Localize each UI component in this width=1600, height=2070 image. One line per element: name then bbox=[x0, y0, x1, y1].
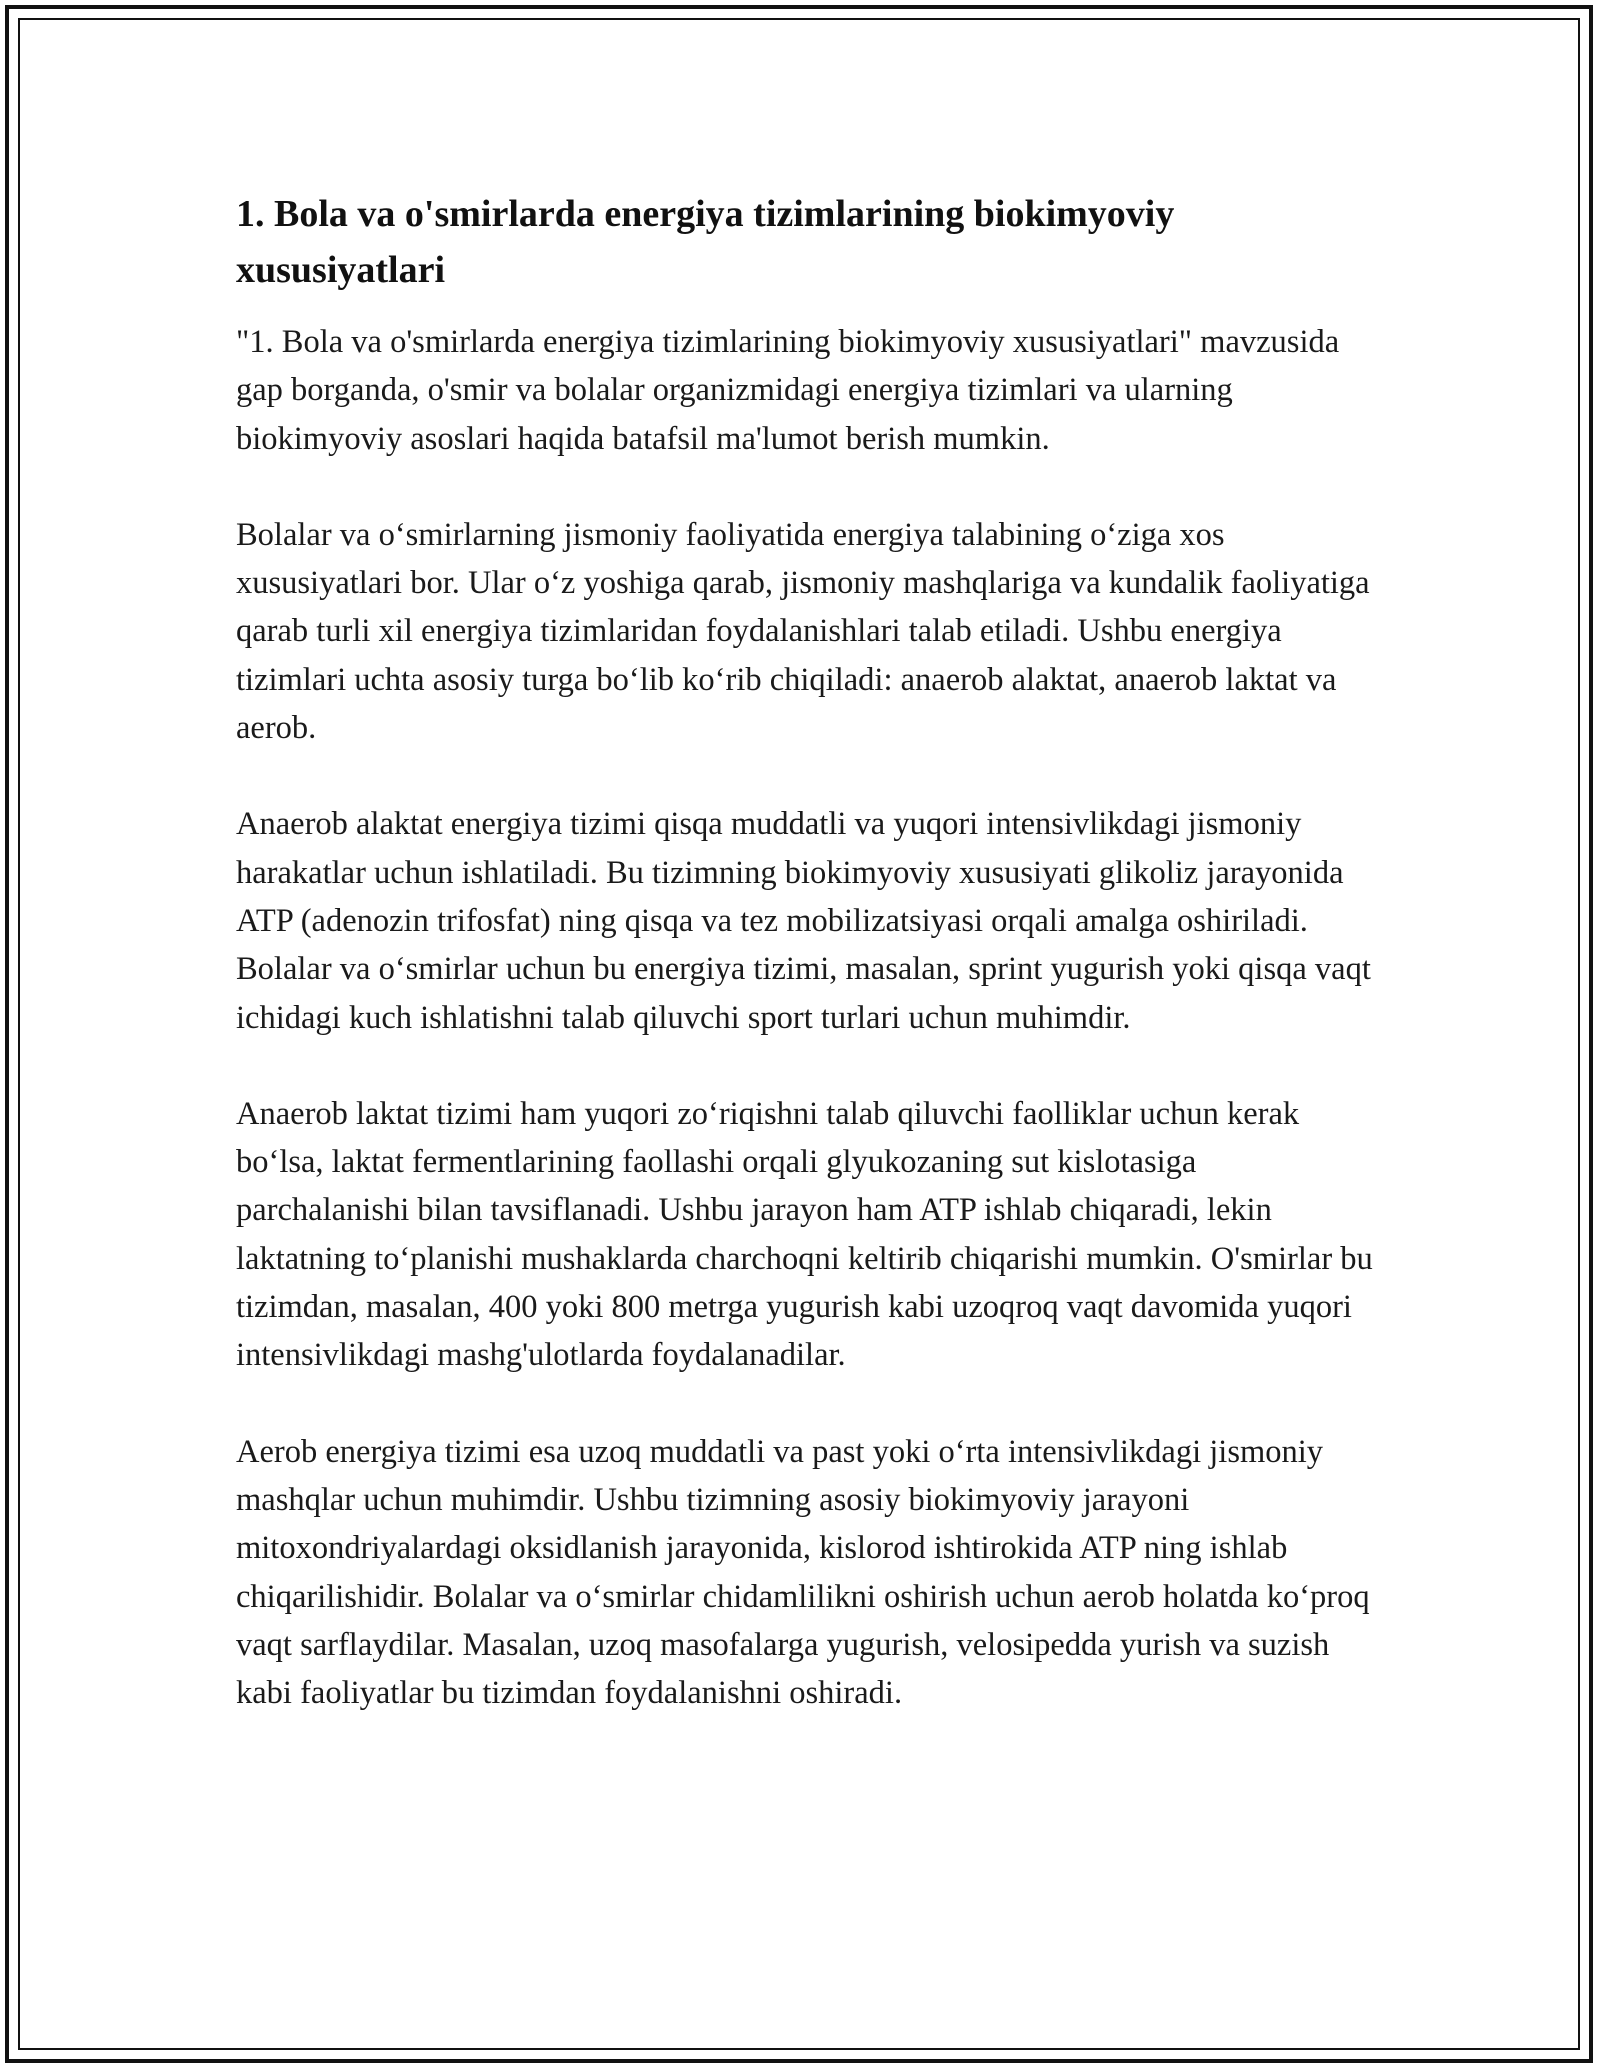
paragraph-energy-demand: Bolalar va o‘smirlarning jismoniy faoliyatida energiya talabining o‘ziga xos xususiyatlari bor. Ular o‘z yoshiga qarab, jismoniy mashqlariga va kundalik faoliyatiga qarab turli xil energiya tizimlaridan foydalanishlari talab etiladi. Ushbu energiya tizimlari uchta asosiy turga bo‘lib ko‘rib chiqiladi: anaerob alaktat, anaerob laktat va aerob. bbox=[236, 516, 1370, 747]
document-body bbox=[236, 186, 1376, 1765]
paragraph-anaerobic-lactic: Anaerob laktat tizimi ham yuqori zo‘riqishni talab qiluvchi faolliklar uchun kerak bo‘lsa, laktat fermentlarining faollashi orqali glyukozaning sut kislotasiga parchalanishi bilan tavsiflanadi. Ushbu jarayon ham ATP ishlab chiqaradi, lekin laktatning to‘planishi mushaklarda charchoqni keltirib chiqarishi mumkin. O'smirlar bu tizimdan, masalan, 400 yoki 800 metrga yugurish kabi uzoqroq vaqt davomida yuqori intensivlikdagi mashg'ulotlarda foydalanadilar. bbox=[236, 1095, 1373, 1374]
paragraph-aerobic: Aerob energiya tizimi esa uzoq muddatli va past yoki o‘rta intensivlikdagi jismoniy mashqlar uchun muhimdir. Ushbu tizimning asosiy biokimyoviy jarayoni mitoxondriyalardagi oksidlanish jarayonida, kislorod ishtirokida ATP ning ishlab chiqarilishidir. Bolalar va o‘smirlar chidamlilikni oshirish uchun aerob holatda ko‘proq vaqt sarflaydilar. Masalan, uzoq masofalarga yugurish, velosipedda yurish va suzish kabi faoliyatlar bu tizimdan foydalanishni oshiradi. bbox=[236, 1433, 1370, 1712]
document-title: 1. Bola va o'smirlarda energiya tizimlarining biokimyoviy xususiyatlari bbox=[236, 193, 1175, 291]
paragraph-intro: "1. Bola va o'smirlarda energiya tizimlarining biokimyoviy xususiyatlari" mavzusida gap borganda, o'smir va bolalar organizmidagi energiya tizimlari va ularning biokimyoviy asoslari haqida batafsil ma'lumot berish mumkin. bbox=[236, 324, 1340, 457]
paragraph-anaerobic-alactic: Anaerob alaktat energiya tizimi qisqa muddatli va yuqori intensivlikdagi jismoniy harakatlar uchun ishlatiladi. Bu tizimning biokimyoviy xususiyati glikoliz jarayonida ATP (adenozin trifosfat) ning qisqa va tez mobilizatsiyasi orqali amalga oshiriladi. Bolalar va o‘smirlar uchun bu energiya tizimi, masalan, sprint yugurish yoki qisqa vaqt ichidagi kuch ishlatishni talab qiluvchi sport turlari uchun muhimdir. bbox=[236, 806, 1371, 1036]
